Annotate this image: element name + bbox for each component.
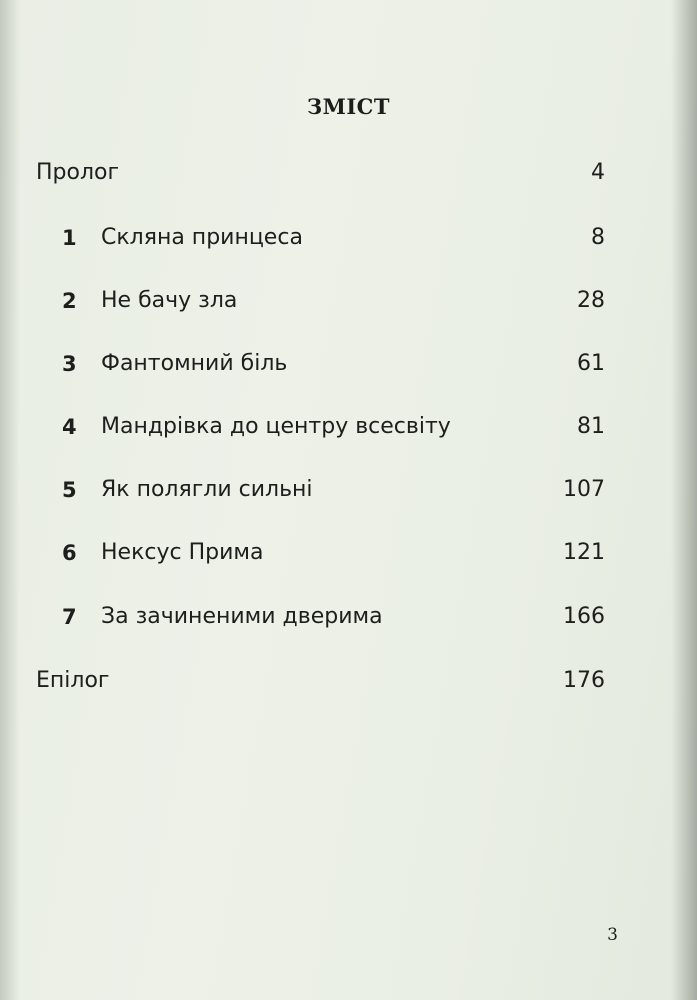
toc-entry-page: 121: [563, 540, 605, 565]
toc-entry-label: Мандрівка до центру всесвіту: [101, 414, 451, 439]
chapter-number: 6: [62, 541, 77, 565]
toc-entry-epilogue: [0, 664, 697, 698]
toc-title: ЗМІСТ: [306, 94, 391, 119]
toc-entry-chapter-4: [0, 410, 697, 444]
toc-entry-page: 176: [563, 668, 605, 693]
toc-entry-chapter-7: [0, 600, 697, 634]
toc-entry-label: Нексус Прима: [101, 540, 264, 565]
toc-entry-chapter-1: [0, 221, 697, 255]
chapter-number: 2: [62, 289, 77, 313]
toc-entry-page: 61: [577, 351, 605, 376]
toc-entry-chapter-2: [0, 284, 697, 318]
toc-entry-label: Скляна принцеса: [101, 225, 303, 250]
chapter-number: 1: [62, 226, 77, 250]
toc-entry-label: Не бачу зла: [101, 288, 238, 313]
chapter-number: 5: [62, 478, 77, 502]
chapter-number: 4: [62, 415, 77, 439]
toc-entry-label: Фантомний біль: [101, 351, 288, 376]
toc-entry-label: Епілог: [36, 668, 110, 693]
chapter-number: 3: [62, 352, 77, 376]
page-number: 3: [607, 925, 618, 945]
toc-entry-chapter-5: [0, 473, 697, 507]
toc-entry-label: За зачиненими дверима: [101, 604, 383, 629]
chapter-number: 7: [62, 605, 77, 629]
toc-entry-page: 8: [591, 225, 605, 250]
toc-entry-page: 28: [577, 288, 605, 313]
toc-entry-page: 4: [591, 160, 605, 185]
toc-entry-chapter-3: [0, 347, 697, 381]
toc-entry-label: Як полягли сильні: [101, 477, 313, 502]
toc-entry-label: Пролог: [36, 160, 120, 185]
toc-entry-page: 81: [577, 414, 605, 439]
toc-entry-page: 107: [563, 477, 605, 502]
toc-entry-prologue: [0, 156, 697, 190]
toc-entry-chapter-6: [0, 536, 697, 570]
toc-entry-page: 166: [563, 604, 605, 629]
